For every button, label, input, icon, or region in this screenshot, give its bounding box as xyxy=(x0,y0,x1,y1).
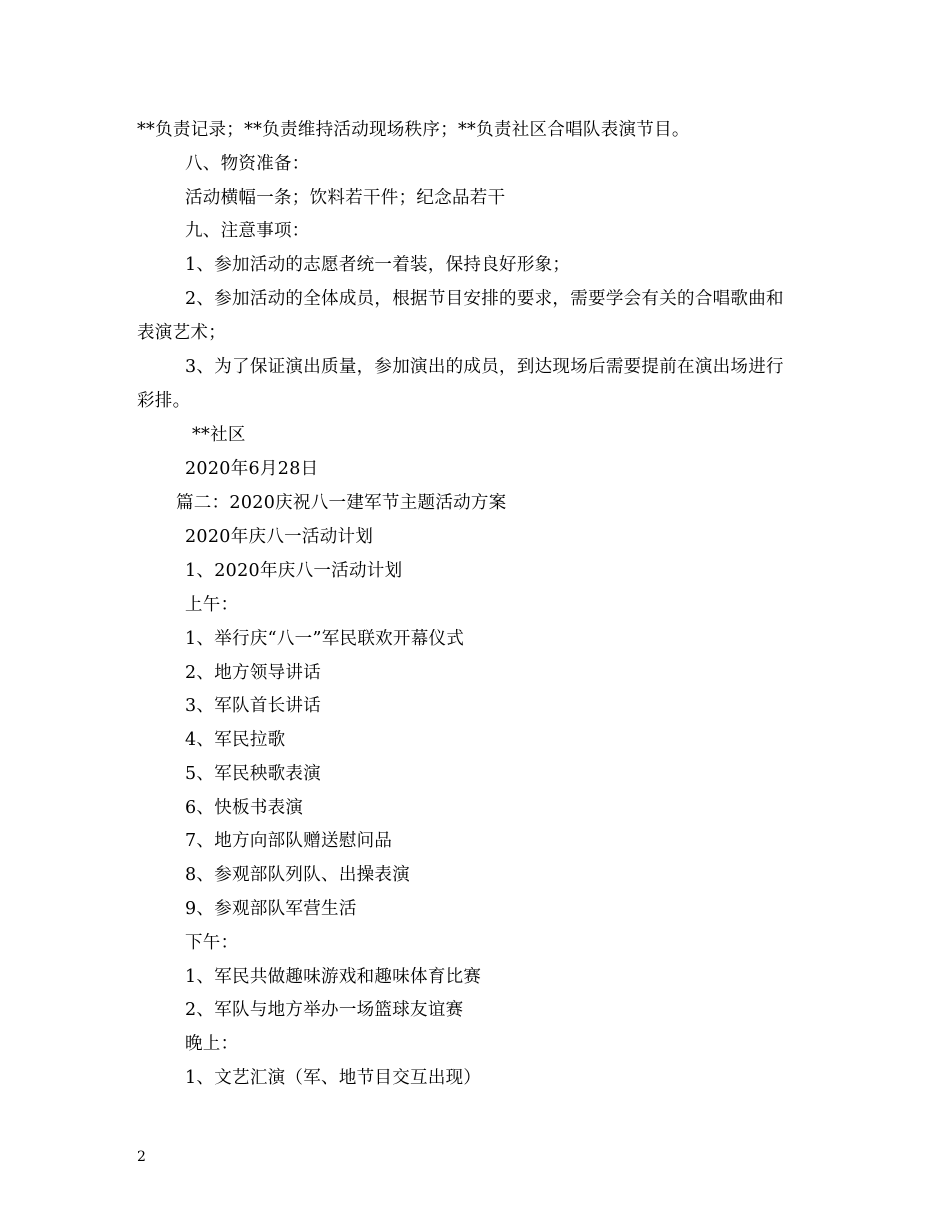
list-item: 4、军民拉歌 xyxy=(185,730,286,750)
signature-date: 2020年6月28日 xyxy=(185,459,319,479)
list-item: 2、军队与地方举办一场篮球友谊赛 xyxy=(185,1000,464,1020)
list-item: 9、参观部队军营生活 xyxy=(185,899,357,919)
list-item: 1、参加活动的志愿者统一着装，保持良好形象； xyxy=(185,255,571,275)
page-number: 2 xyxy=(137,1149,146,1165)
list-item: 2、参加活动的全体成员，根据节目安排的要求，需要学会有关的合唱歌曲和 xyxy=(185,289,784,309)
signature-org: **社区 xyxy=(192,425,246,445)
text-line: 活动横幅一条；饮料若干件；纪念品若干 xyxy=(185,188,506,208)
list-item: 3、军队首长讲话 xyxy=(185,696,322,716)
list-item: 3、为了保证演出质量，参加演出的成员，到达现场后需要提前在演出场进行 xyxy=(185,357,784,377)
section-heading: 晚上： xyxy=(185,1034,239,1054)
list-item: 8、参观部队列队、出操表演 xyxy=(185,865,411,885)
section-heading: 九、注意事项： xyxy=(185,221,310,241)
list-item: 1、文艺汇演（军、地节目交互出现） xyxy=(185,1068,482,1088)
text-line: **负责记录；**负责维持活动现场秩序；**负责社区合唱队表演节目。 xyxy=(137,120,690,140)
list-item: 1、举行庆“八一”军民联欢开幕仪式 xyxy=(185,629,465,649)
list-item: 5、军民秧歌表演 xyxy=(185,764,322,784)
text-line: 彩排。 xyxy=(137,391,191,411)
text-line: 2020年庆八一活动计划 xyxy=(185,527,374,547)
section-heading: 上午： xyxy=(185,595,239,615)
list-item: 6、快板书表演 xyxy=(185,798,304,818)
list-item: 2、地方领导讲话 xyxy=(185,663,322,683)
section-heading: 下午： xyxy=(185,933,239,953)
section-title: 篇二：2020庆祝八一建军节主题活动方案 xyxy=(176,493,507,513)
section-heading: 八、物资准备： xyxy=(185,154,310,174)
text-line: 表演艺术； xyxy=(137,323,226,343)
text-line: 1、2020年庆八一活动计划 xyxy=(185,561,403,581)
list-item: 7、地方向部队赠送慰问品 xyxy=(185,831,393,851)
list-item: 1、军民共做趣味游戏和趣味体育比赛 xyxy=(185,967,482,987)
